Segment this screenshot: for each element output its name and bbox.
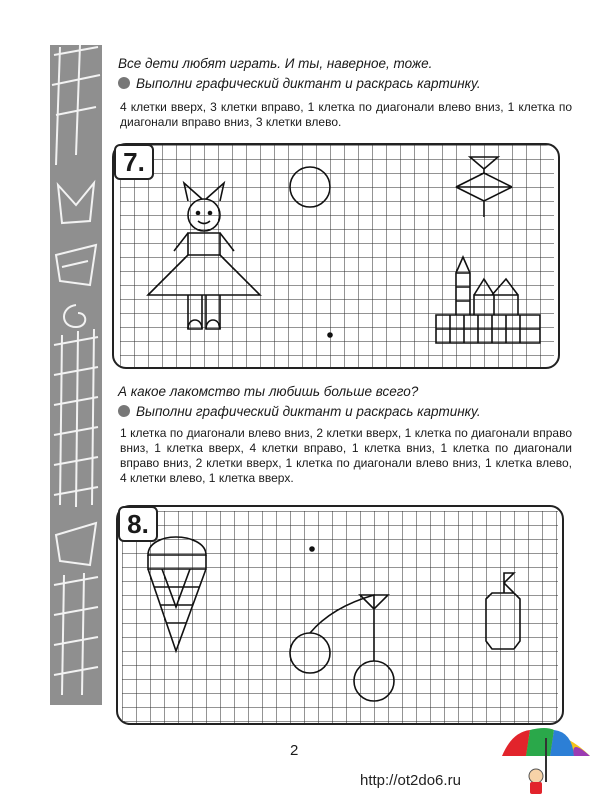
section8-instruction	[118, 404, 578, 419]
section8-instruction-text: Выполни графический диктант и раскрась картинку.	[136, 404, 481, 419]
site-url-link[interactable]: http://ot2do6.ru	[360, 772, 461, 789]
panel-8	[116, 505, 564, 725]
side-decoration	[50, 45, 102, 705]
section7-lead: Все дети любят играть. И ты, наверное, тоже.	[118, 56, 433, 71]
panel-7	[112, 143, 560, 369]
grid-8	[118, 507, 562, 723]
task-number-7: 7.	[114, 144, 154, 180]
section7-instruction	[118, 76, 578, 91]
grid-7	[114, 145, 558, 367]
bullet-dot-icon	[118, 405, 130, 417]
section8-lead: А какое лакомство ты любишь больше всего?	[118, 384, 419, 399]
section8-dictation: 1 клетка по диагонали влево вниз, 2 клетки вверх, 1 клетка по диагонали вправо вниз, 1 клетка вверх, 4 клетки вправо, 1 клетка вниз, 1 клетка по диагонали вправо вниз, 2 клетки вверх, 1 клетка по диагонали влево вниз, 1 клетка влево, 4 клетки влево, 1 клетка вверх.	[120, 426, 572, 485]
section7-dictation: 4 клетки вверх, 3 клетки вправо, 1 клетка по диагонали влево вниз, 1 клетка по диагонали вправо вниз, 3 клетки влево.	[120, 100, 572, 129]
bullet-dot-icon	[118, 77, 130, 89]
page-number: 2	[290, 742, 299, 759]
task-number-8: 8.	[118, 506, 158, 542]
section7-instruction-text: Выполни графический диктант и раскрась картинку.	[136, 76, 481, 91]
umbrella-kid-icon	[496, 726, 596, 798]
